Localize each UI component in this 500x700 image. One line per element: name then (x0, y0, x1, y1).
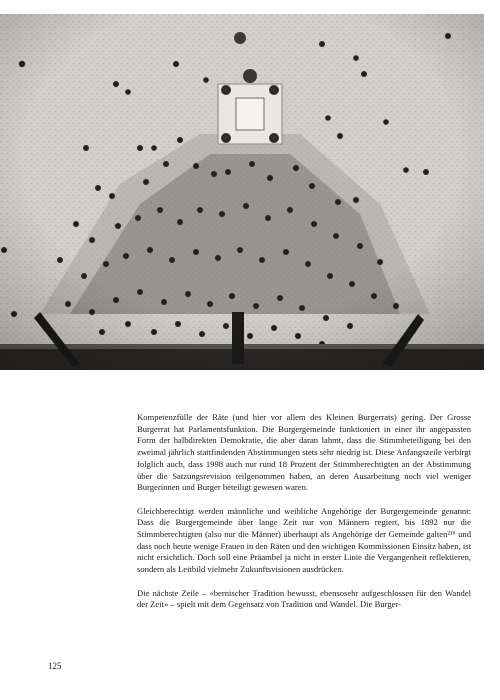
paragraph-3: Die nächste Zeile – «bernischer Tradition bewusst, ebensosehr aufgeschlossen für den Wandel der Zeit» – spielt mit dem Gegensatz von Tradition und Wandel. Die Burger- (137, 587, 471, 610)
crowd-at-fountain-photo-icon (0, 14, 484, 370)
aerial-crowd-photo (0, 14, 484, 370)
paragraph-2: Gleichberechtigt werden männliche und weibliche Angehörige der Burgergemeinde genannt: Dass die Burgergemeinde über lange Zeit nur von Männern regiert, bis 1892 nur die Stimmberechtigten (also nur die Männer) überhaupt als Angehörige der Gemeinde galten²¹⁶ und dass noch heute wenige Frauen in den Räten und den wichtigen Kommissionen Einsitz haben, ist nicht ersichtlich. Doch soll eine Präambel ja nicht in erster Linie die Vergangenheit reflektieren, sondern als Leitbild vielmehr Zukunftsvisionen ausdrücken. (137, 505, 471, 575)
body-text (137, 412, 471, 611)
page-number: 125 (48, 661, 62, 671)
paragraph-1: Kompetenzfülle der Räte (und hier vor allem des Kleinen Burgerrats) gering. Der Grosse Burgerrat hat Parlamentsfunktion. Die Burgergemeinde funktioniert in einer ihr angepassten Form der halbdirekten Demokratie, die aber daran lahmt, dass die Stimmbeteiligung bei den zweimal jährlich stattfindenden Abstimmungen stets sehr niedrig ist. Diese Anfangszeile verbirgt folglich auch, dass 1998 auch nur rund 18 Prozent der Stimmberechtigten an der Abstimmung über die Satzungsrevision teilgenommen haben, an deren Ausarbeitung noch viel weniger Burgerinnen und Burger beteiligt gewesen waren. (137, 412, 471, 493)
